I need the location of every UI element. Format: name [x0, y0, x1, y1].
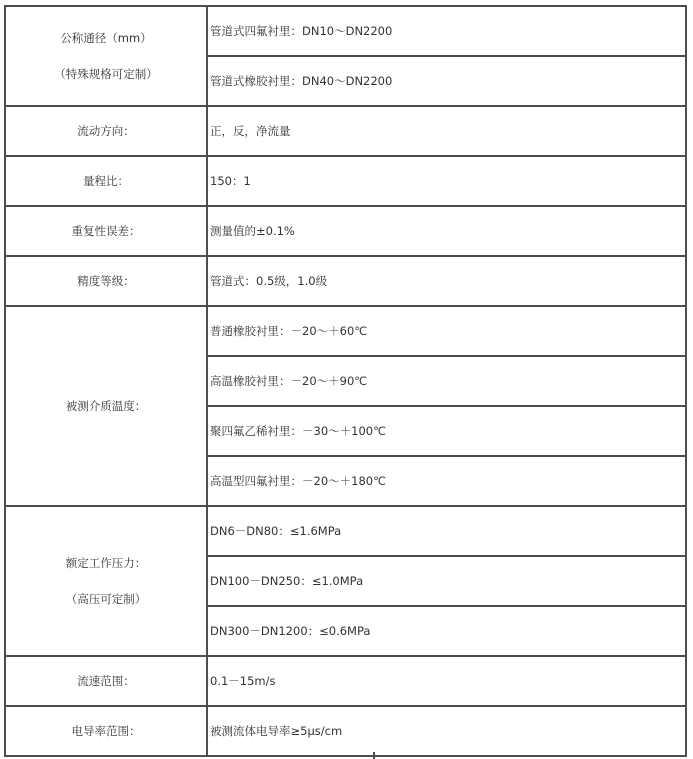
value-cell: 管道式四氟衬里：DN10～DN2200 [207, 6, 686, 56]
row-label-medium-temperature: 被测介质温度： [5, 306, 207, 506]
table-row [5, 306, 686, 356]
value-cell: DN300－DN1200：≤0.6MPa [207, 606, 686, 656]
value-cell: 聚四氟乙稀衬里：－30～＋100℃ [207, 406, 686, 456]
label-text: 公称通径（mm） [60, 31, 152, 45]
value-cell: 正，反，净流量 [207, 106, 686, 156]
row-label-flow-direction: 流动方向： [5, 106, 207, 156]
value-cell: 高温橡胶衬里：－20～＋90℃ [207, 356, 686, 406]
table-row [5, 206, 686, 256]
value-cell: 0.1－15m/s [207, 656, 686, 706]
label-note: （高压可定制） [65, 592, 147, 606]
row-label-rated-pressure [5, 506, 207, 656]
label-text: 额定工作压力： [65, 556, 147, 570]
row-label-conductivity: 电导率范围： [5, 706, 207, 756]
table-row [5, 256, 686, 306]
value-cell: 被测流体电导率≥5μs/cm [207, 706, 686, 756]
value-cell: 高温型四氟衬里：－20～＋180℃ [207, 456, 686, 506]
table-row [5, 6, 686, 56]
value-cell: 测量值的±0.1% [207, 206, 686, 256]
table-row [5, 156, 686, 206]
value-cell: 管道式：0.5级，1.0级 [207, 256, 686, 306]
value-cell: 管道式橡胶衬里：DN40～DN2200 [207, 56, 686, 106]
spec-table [4, 5, 687, 757]
value-cell: 150：1 [207, 156, 686, 206]
table-row [5, 506, 686, 556]
row-label-range-ratio: 量程比： [5, 156, 207, 206]
label-note: （特殊规格可定制） [54, 67, 158, 81]
table-row [5, 106, 686, 156]
value-cell: 普通橡胶衬里：－20～＋60℃ [207, 306, 686, 356]
value-cell: DN100－DN250：≤1.0MPa [207, 556, 686, 606]
cell-divider [373, 752, 375, 759]
value-cell: DN6－DN80：≤1.6MPa [207, 506, 686, 556]
row-label-repeatability: 重复性误差： [5, 206, 207, 256]
table-row [5, 656, 686, 706]
table-row [5, 706, 686, 756]
row-label-accuracy: 精度等级： [5, 256, 207, 306]
row-label-flow-velocity: 流速范围： [5, 656, 207, 706]
row-label-nominal-diameter [5, 6, 207, 106]
